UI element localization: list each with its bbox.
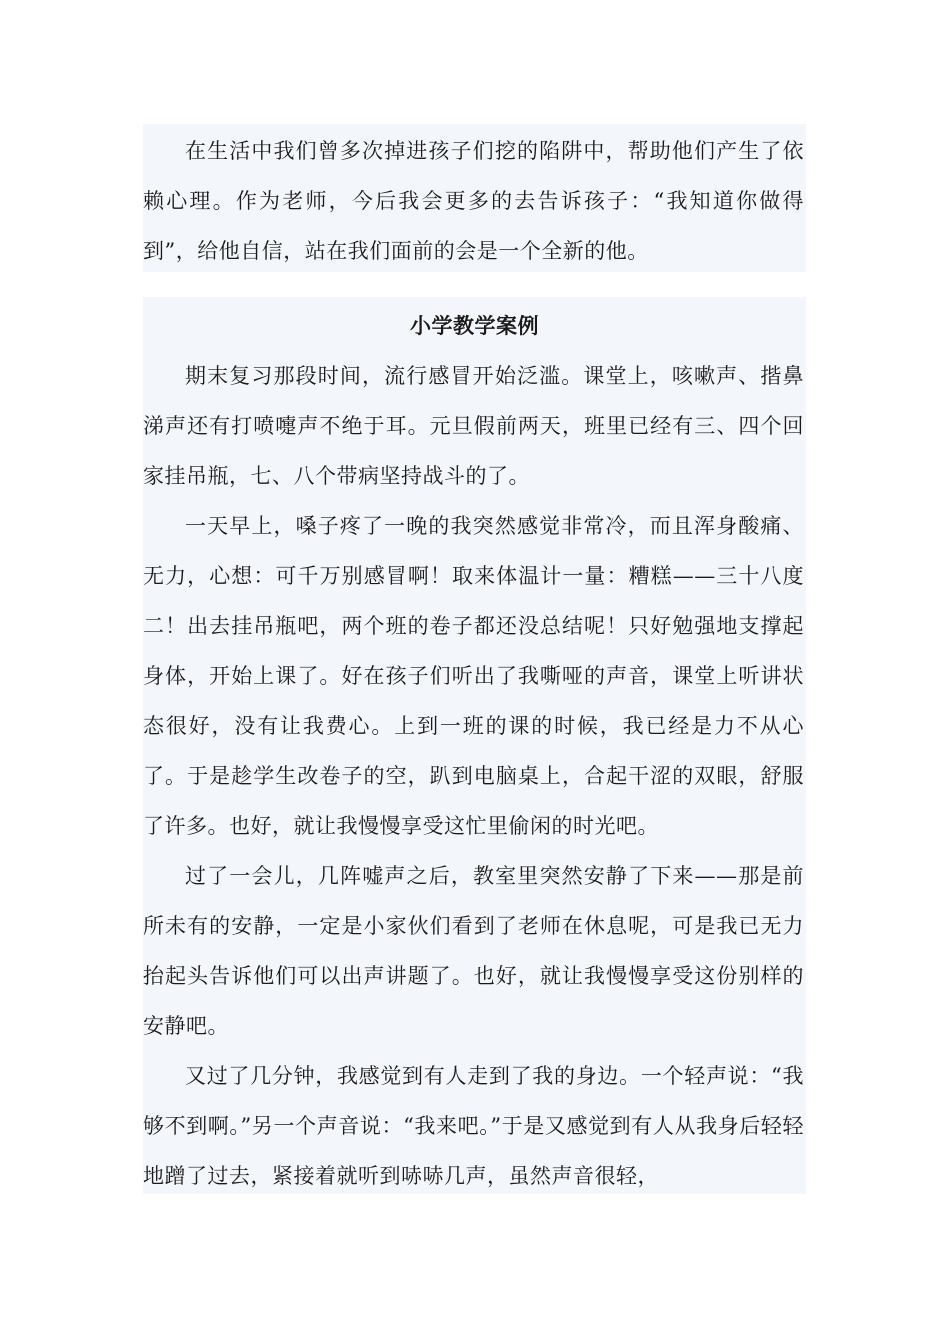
case-title: 小学教学案例 bbox=[410, 313, 539, 338]
intro-paragraph: 在生活中我们曾多次掉进孩子们挖的陷阱中，帮助他们产生了依赖心理。作为老师，今后我会更多的去告诉孩子：“我知道你做得到”，给他自信，站在我们面前的会是一个全新的他。 bbox=[143, 139, 804, 263]
case-paragraph: 一天早上，嗓子疼了一晚的我突然感觉非常冷，而且浑身酸痛、无力，心想：可千万别感冒啊！取来体温计一量：糟糕——三十八度二！出去挂吊瓶吧，两个班的卷子都还没总结呢！只好勉强地支撑起身体，开始上课了。好在孩子们听出了我嘶哑的声音，课堂上听讲状态很好，没有让我费心。上到一班的课的时候，我已经是力不从心了。于是趁学生改卷子的空，趴到电脑桌上，合起干涩的双眼，舒服了许多。也好，就让我慢慢享受这忙里偷闲的时光吧。 bbox=[143, 514, 804, 838]
case-section bbox=[143, 297, 806, 1194]
case-paragraph: 过了一会儿，几阵嘘声之后，教室里突然安静了下来——那是前所未有的安静，一定是小家伙们看到了老师在休息呢，可是我已无力抬起头告诉他们可以出声讲题了。也好，就让我慢慢享受这份别样的安静吧。 bbox=[143, 864, 804, 1038]
case-paragraph: 期末复习那段时间，流行感冒开始泛滥。课堂上，咳嗽声、揩鼻涕声还有打喷嚏声不绝于耳。元旦假前两天，班里已经有三、四个回家挂吊瓶，七、八个带病坚持战斗的了。 bbox=[143, 364, 804, 488]
intro-section bbox=[143, 124, 806, 272]
case-paragraph: 又过了几分钟，我感觉到有人走到了我的身边。一个轻声说：“我够不到啊。”另一个声音说：“我来吧。”于是又感觉到有人从我身后轻轻地蹭了过去，紧接着就听到哧哧几声，虽然声音很轻， bbox=[143, 1064, 804, 1188]
